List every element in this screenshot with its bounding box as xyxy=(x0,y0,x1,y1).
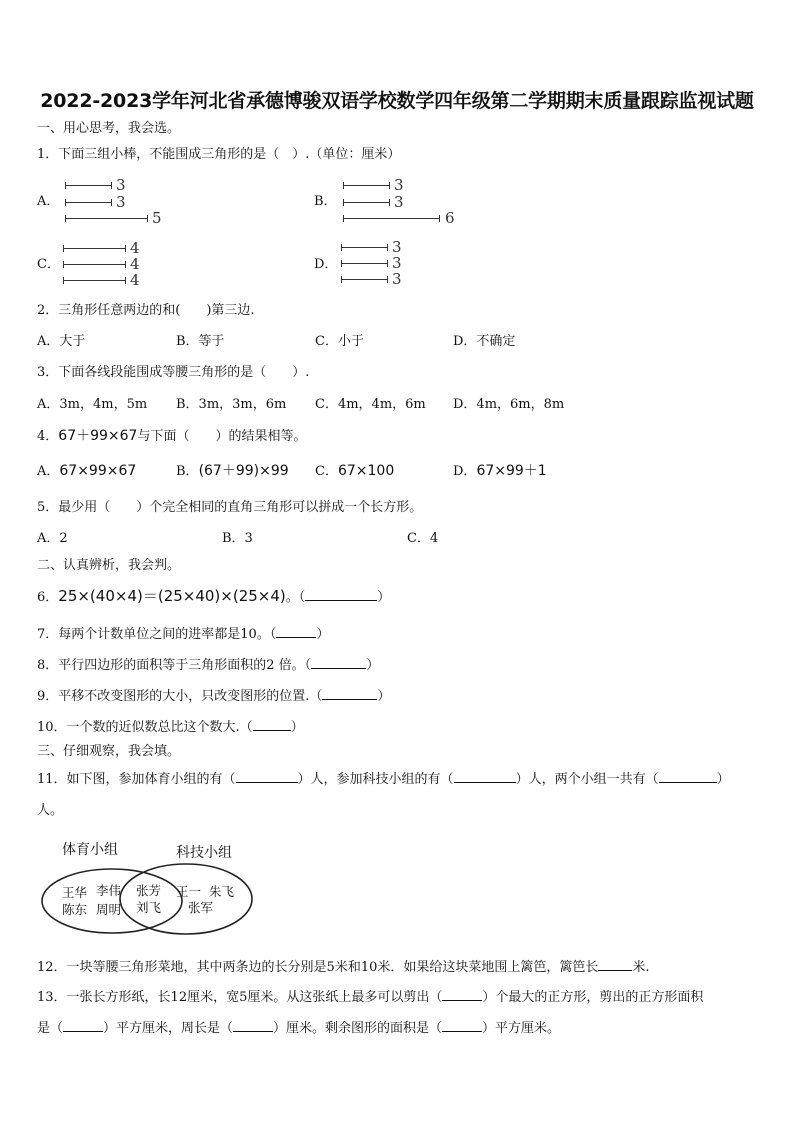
answer-close: ） xyxy=(377,590,391,605)
answer-close: ） xyxy=(290,720,304,735)
venn-name: 朱飞 xyxy=(209,884,235,899)
q2-option-c: C．小于 xyxy=(315,334,364,349)
answer-blank[interactable] xyxy=(236,769,298,783)
option-label: C． xyxy=(315,464,338,479)
question-12 xyxy=(37,957,650,977)
answer-blank[interactable] xyxy=(253,717,291,731)
stick-length: 4 xyxy=(130,255,140,273)
question-4 xyxy=(37,427,306,446)
venn-left-title: 体育小组 xyxy=(62,842,118,858)
question-number: 6． xyxy=(37,590,59,605)
stick-length: 3 xyxy=(392,270,402,288)
answer-blank[interactable] xyxy=(659,769,717,783)
question-text: 13．一张长方形纸，长12厘米，宽5厘米。从这张纸上最多可以剪出（ xyxy=(37,990,443,1005)
answer-blank[interactable] xyxy=(322,686,377,700)
question-text: ）个最大的正方形，剪出的正方形面积 xyxy=(482,990,704,1005)
answer-close: ） xyxy=(377,689,391,704)
q3-option-d: D．4m，6m，8m xyxy=(453,397,565,412)
q4-option-a xyxy=(37,462,136,481)
stick-length: 4 xyxy=(130,271,140,289)
q5-option-b: B．3 xyxy=(222,531,253,546)
question-text: 10．一个数的近似数总比这个数大.（ xyxy=(37,720,253,735)
answer-close: ） xyxy=(366,658,380,673)
section-2-heading: 二、认真辨析，我会判。 xyxy=(37,558,181,573)
venn-name: 王一 xyxy=(176,884,202,899)
question-10 xyxy=(37,717,304,737)
q1-option-c-label: C． xyxy=(37,257,60,272)
question-text: 是（ xyxy=(37,1021,64,1036)
question-text: 7．每两个计数单位之间的进率都是10。（ xyxy=(37,627,277,642)
stick-length: 3 xyxy=(392,254,402,272)
stick-length: 3 xyxy=(394,193,404,211)
question-text: 8．平行四边形的面积等于三角形面积的2 倍。（ xyxy=(37,658,312,673)
venn-name: 张芳 xyxy=(136,883,162,898)
answer-blank[interactable] xyxy=(276,624,316,638)
q5-option-c: C．4 xyxy=(407,531,439,546)
question-13-continued xyxy=(37,1018,560,1038)
venn-right-title: 科技小组 xyxy=(176,845,232,861)
question-text: 与下面（ ）的结果相等。 xyxy=(137,429,307,444)
q4-option-b xyxy=(176,462,289,481)
question-text: ）平方厘米，周长是（ xyxy=(103,1021,234,1036)
answer-blank[interactable] xyxy=(454,769,516,783)
question-text: ） xyxy=(716,772,730,787)
question-3: 3．下面各线段能围成等腰三角形的是（ ）. xyxy=(37,365,310,380)
stick xyxy=(65,185,112,186)
q1-option-b-label: B． xyxy=(314,194,337,209)
question-text: 米. xyxy=(632,960,650,975)
math-expression: 67＋99×67 xyxy=(58,428,138,444)
question-text: ）人，两个小组一共有（ xyxy=(515,772,659,787)
stick xyxy=(343,202,390,203)
stick-length: 3 xyxy=(116,176,126,194)
math-expression: 25×(40×4)＝(25×40)×(25×4) xyxy=(58,587,286,605)
stick xyxy=(63,280,126,281)
question-11-continued: 人。 xyxy=(37,803,64,818)
question-text: ）厘米。剩余图形的面积是（ xyxy=(273,1021,443,1036)
page-title: 2022-2023学年河北省承德博骏双语学校数学四年级第二学期期末质量跟踪监视试题 xyxy=(40,90,754,112)
answer-close: ） xyxy=(316,627,330,642)
question-number: 4． xyxy=(37,429,59,444)
section-3-heading: 三、仔细观察，我会填。 xyxy=(37,744,181,759)
stick xyxy=(65,218,148,219)
stick xyxy=(341,263,388,264)
option-label: D． xyxy=(453,464,477,479)
stick xyxy=(63,248,126,249)
answer-blank[interactable] xyxy=(598,957,632,971)
question-text: 11．如下图，参加体育小组的有（ xyxy=(37,772,236,787)
q2-option-d: D．不确定 xyxy=(453,334,516,349)
stick xyxy=(343,218,440,219)
q3-option-b: B．3m，3m，6m xyxy=(176,397,287,412)
stick-length: 6 xyxy=(445,209,455,227)
stick-length: 5 xyxy=(152,209,162,227)
stick xyxy=(65,202,112,203)
venn-name: 刘飞 xyxy=(136,900,162,915)
question-text: 9．平移不改变图形的大小，只改变图形的位置.（ xyxy=(37,689,323,704)
venn-name: 张军 xyxy=(188,900,214,915)
question-13 xyxy=(37,987,703,1007)
answer-blank[interactable] xyxy=(305,587,377,601)
stick xyxy=(341,247,388,248)
stick-length: 4 xyxy=(130,239,140,257)
q2-option-a: A．大于 xyxy=(37,334,86,349)
question-9 xyxy=(37,686,390,706)
stick xyxy=(341,279,388,280)
answer-blank[interactable] xyxy=(442,1018,482,1032)
question-7 xyxy=(37,624,329,644)
question-1: 1．下面三组小棒，不能围成三角形的是（ ）.（单位：厘米） xyxy=(37,147,401,162)
math-expression: 67×100 xyxy=(337,463,395,479)
answer-blank[interactable] xyxy=(233,1018,273,1032)
option-label: A． xyxy=(37,464,60,479)
question-text: ）平方厘米。 xyxy=(482,1021,561,1036)
option-label: B． xyxy=(176,464,199,479)
answer-blank[interactable] xyxy=(442,987,482,1001)
question-11 xyxy=(37,769,730,789)
q2-option-b: B．等于 xyxy=(176,334,225,349)
question-8 xyxy=(37,655,379,675)
section-1-heading: 一、用心思考，我会选。 xyxy=(37,121,181,136)
q5-option-a: A．2 xyxy=(37,531,68,546)
stick-length: 3 xyxy=(116,193,126,211)
stick-length: 3 xyxy=(392,238,402,256)
q4-option-c xyxy=(315,462,394,481)
question-5: 5．最少用（ ）个完全相同的直角三角形可以拼成一个长方形。 xyxy=(37,500,423,515)
answer-blank[interactable] xyxy=(311,655,366,669)
stick xyxy=(343,185,390,186)
q1-option-d-label: D． xyxy=(314,257,338,272)
question-text: 12．一块等腰三角形菜地，其中两条边的长分别是5米和10米．如果给这块菜地围上篱笆，篱笆长 xyxy=(37,960,599,975)
stick xyxy=(63,264,126,265)
venn-name: 王华 xyxy=(62,885,88,900)
question-text: ）人，参加科技小组的有（ xyxy=(297,772,454,787)
venn-name: 陈东 xyxy=(62,902,88,917)
venn-name: 周明 xyxy=(96,902,122,917)
q3-option-c: C．4m，4m，6m xyxy=(315,397,426,412)
q4-option-d xyxy=(453,462,547,481)
answer-open: 。（ xyxy=(285,590,306,605)
math-expression: 67×99×67 xyxy=(59,463,137,479)
math-expression: (67＋99)×99 xyxy=(198,463,289,479)
venn-name: 李伟 xyxy=(96,883,122,898)
q1-option-a-label: A． xyxy=(37,194,60,209)
question-6 xyxy=(37,587,390,607)
q3-option-a: A．3m，4m，5m xyxy=(37,397,148,412)
math-expression: 67×99＋1 xyxy=(476,463,547,479)
answer-blank[interactable] xyxy=(63,1018,103,1032)
stick-length: 3 xyxy=(394,176,404,194)
question-2: 2．三角形任意两边的和( )第三边. xyxy=(37,303,255,318)
